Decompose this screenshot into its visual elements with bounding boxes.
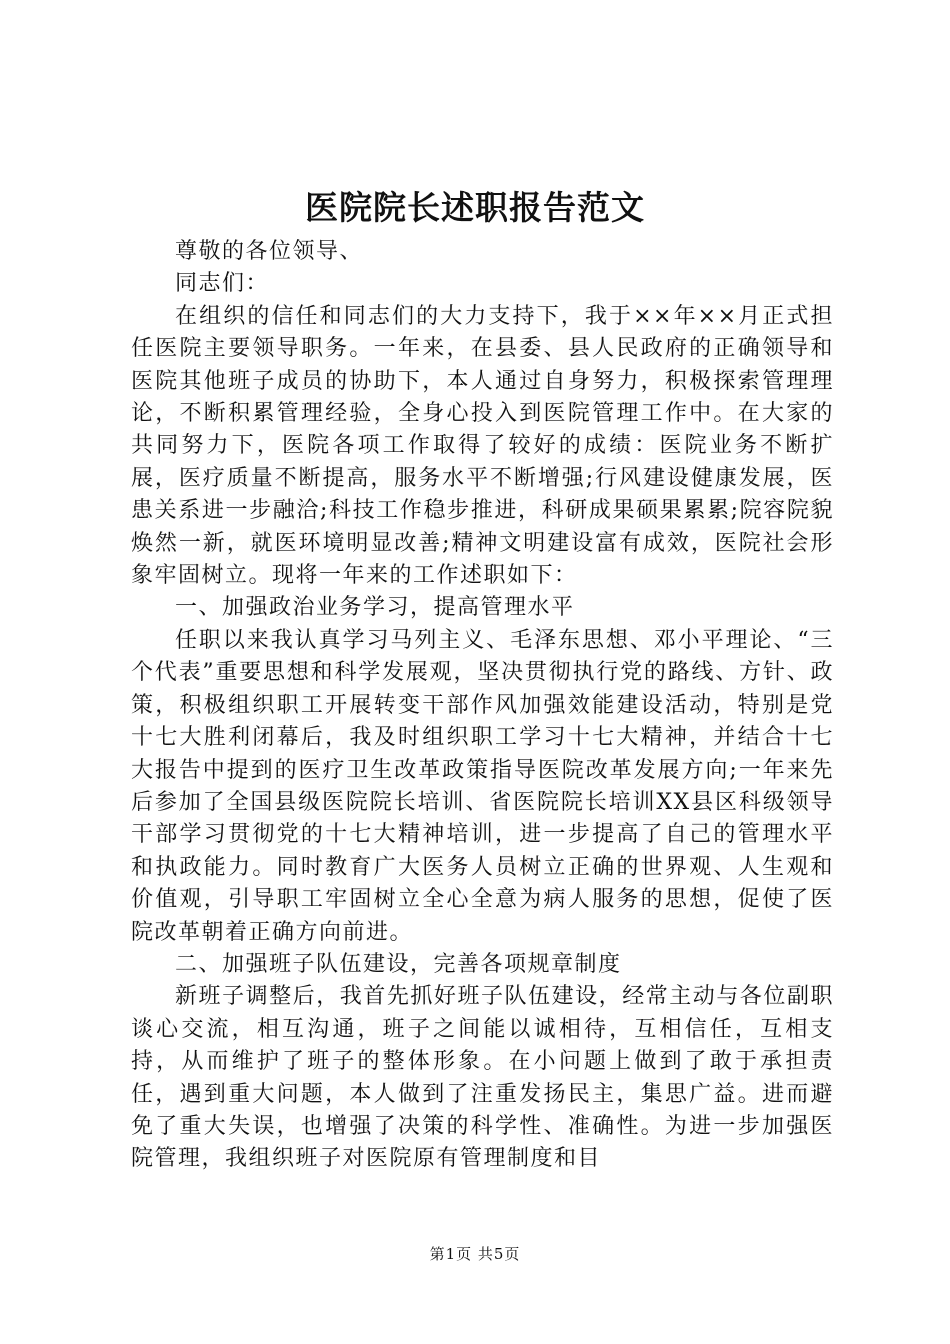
- section-heading-1: 一、加强政治业务学习，提高管理水平: [175, 595, 575, 621]
- document-title: 医院院长述职报告范文: [305, 188, 645, 227]
- document-body: [131, 236, 834, 1176]
- section-2-paragraph: 新班子调整后，我首先抓好班子队伍建设，经常主动与各位副职谈心交流，相互沟通，班子之间能以诚相待，互相信任，互相支持，从而维护了班子的整体形象。在小问题上做到了敢于承担责任，遇到重大问题，本人做到了注重发扬民主，集思广益。进而避免了重大失误，也增强了决策的科学性、准确性。为进一步加强医院管理，我组织班子对医院原有管理制度和目: [131, 984, 834, 1172]
- salutation-line-2: 同志们：: [175, 271, 270, 297]
- section-heading-2: 二、加强班子队伍建设，完善各项规章制度: [175, 951, 622, 977]
- section-1-paragraph: 任职以来我认真学习马列主义、毛泽东思想、邓小平理论、“三个代表”重要思想和科学发展观，坚决贯彻执行党的路线、方针、政策，积极组织职工开展转变干部作风加强效能建设活动，特别是党十七大胜利闭幕后，我及时组织职工学习十七大精神，并结合十七大报告中提到的医疗卫生改革政策指导医院改革发展方向;一年来先后参加了全国县级医院院长培训、省医院院长培训XX县区科级领导干部学习贯彻党的十七大精神培训，进一步提高了自己的管理水平和执政能力。同时教育广大医务人员树立正确的世界观、人生观和价值观，引导职工牢固树立全心全意为病人服务的思想，促使了医院改革朝着正确方向前进。: [131, 627, 834, 945]
- salutation-line-1: 尊敬的各位领导、: [175, 239, 364, 264]
- page-number-footer: 第1页 共5页: [429, 1245, 521, 1263]
- intro-paragraph: 在组织的信任和同志们的大力支持下，我于××年××月正式担任医院主要领导职务。一年来，在县委、县人民政府的正确领导和医院其他班子成员的协助下，本人通过自身努力，积极探索管理理论，不断积累管理经验，全身心投入到医院管理工作中。在大家的共同努力下，医院各项工作取得了较好的成绩：医院业务不断扩展，医疗质量不断提高，服务水平不断增强;行风建设健康发展，医患关系进一步融洽;科技工作稳步推进，科研成果硕果累累;院容院貌焕然一新，就医环境明显改善;精神文明建设富有成效，医院社会形象牢固树立。现将一年来的工作述职如下：: [131, 303, 834, 589]
